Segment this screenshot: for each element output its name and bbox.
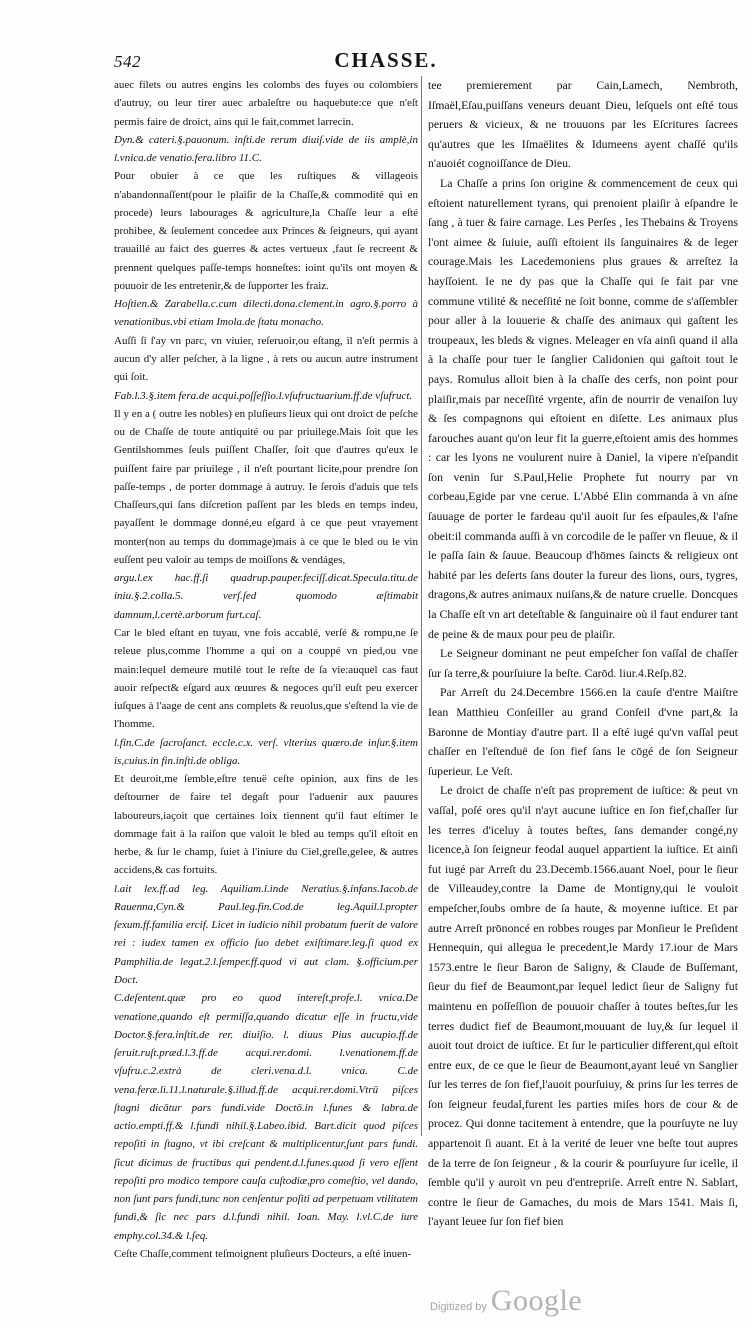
digitized-by-label: Digitized by [430, 1301, 487, 1313]
left-citation-5: l.fin.C.de ſacroſanct. eccle.c.x. verſ. vlterius quæro.de inſur.§.item is,cuius.in fin.inſti.de obliga. [114, 736, 418, 767]
left-citation-6: l.ait lex.ff.ad leg. Aquiliam.l.inde Neratius.§.infans.Iacob.de Rauenna,Cyn.& Paul.leg.fin.Cod.de leg.Aquil.l.propter ſexum.ff.familia ercif. Licet in iudicio nihil probatum fuerit de valore rei : iudex tamen ex officio ſuo debet exiſtimare.leg.ſi quod ex Pamphilia.de legat.2.l.ſemper.ff.quod vi aut clam. §.officium.per Doct. [114, 882, 418, 987]
left-text-2: Pour obuier à ce que les ruſtiques & villageois n'abandonnaſſent(pour le plaiſir de la Chaſſe,& commodité qui en procede) leurs labourages & agriculture,la Chaſſe leur a eſté prohibee, & ſeulement concedee aux Princes & ſeigneurs, qui ayant trauaillé au faict des guerres & actes vertueux ,faut ſe recreent & prennent quelques paſſe-temps honneſtes: ioint qu'ils ont moyen & pouuoir de les entretenir,& de ſupporter les fraiz. [114, 170, 418, 292]
running-head: CHASSE. [334, 48, 438, 72]
left-text-7: Ceſte Chaſſe,comment teſmoignent pluſieurs Docteurs, a eſté inuen- [114, 1248, 412, 1260]
left-citation-3: Fab.l.3.§.item fera.de acqui.poſſeſſio.l.vſufructuarium.ff.de vſufruct. [114, 389, 413, 402]
left-text-1: auec filets ou autres engins les colombs des fuyes ou colombiers d'autruy, ou leur tirer auec arbaleſtre ou haquebute:ce que n'eſt permis faire de droict, ains qui le fait,commet larrecin. [114, 79, 418, 128]
right-paragraph-arrest-1566: Par Arreſt du 24.Decembre 1566.en la cauſe d'entre Maiſtre Iean Matthieu Conſeiller au grand Conſeil d'vne part,& la Baronne de Montiay d'autre part. Il a eſté iugé qu'vn vaſſal peut chaſſer en l'eſtenduë de ſon fief ſans le cōgé de ſon Seigneur ſuperieur. Le Veſt. [428, 685, 738, 778]
right-text-1: tee premierement par Cain,Lamech, Nembroth, Iſmaël,Eſau,puiſſans veneurs deuant Dieu, leſquels ont eſté tous peruers & vicieux, & ne trouuons par les Eſcritures ſacrees qu'autres que les Iſmaëlites & Idumeens ayent chaſſé qu'ils n'auoiét cognoiſſance de Dieu. [428, 78, 738, 171]
left-column [114, 76, 418, 1263]
left-text-3: Auſſi ſi ſ'ay vn parc, vn viuier, reſeruoir,ou eſtang, il n'eſt permis à aucun d'y aller peſcher, à la ligne , à rets ou aucun autre instrument qui ſoit. [114, 334, 418, 384]
page-number: 542 [114, 52, 141, 71]
left-citation-2: Hoſtien.& Zarabella.c.cum dilecti.dona.clement.in agro.§.porro à venationibus.vbi etiam Imola.de ſtatu monacho. [114, 298, 418, 329]
left-citation-4: argu.l.ex hac.ff.ſi quadrup.pauper.feciſſ.dicat.Specula.titu.de iniu.§.2.colla.5. verſ.ſed quomodo æſtimabit damnum,l.certè.arborum furt.caſ. [114, 572, 418, 621]
left-citation-1: Dyn.& cateri.§.pauonum. inſti.de rerum diuiſ.vide de iis amplè,in l.vnica.de venatio.fera.libro 11.C. [114, 133, 418, 165]
left-text-5: Car le bled eſtant en tuyau, vne fois accablé, verſé & rompu,ne ſe releue plus,comme l'homme a qui on a couppé vn pied,ou vne main:lequel demeure mutilé tout le reſte de ſa vie:auquel cas faut auoir reſpect& eſgard aux œuures & negoces qu'il euſt peu exercer iuſques à l'aage de cent ans complets & reuolus,que s'eſtend la vie de l'homme. [114, 626, 418, 731]
right-paragraph-seigneur: Le Seigneur dominant ne peut empeſcher ſon vaſſal de chaſſer ſur ſa terre,& pourſuiure la beſte. Carōd. liur.4.Reſp.82. [428, 646, 738, 680]
column-divider [421, 76, 422, 1136]
right-paragraph-origin: La Chaſſe a prins ſon origine & commencement de ceux qui eſtoient naturellement tyrans, qui prenoient plaiſir à eſpandre le ſang , à tuer & faire carnage. Les Perſes , les Thebains & Troyens l'ont aimee & ſuiuie, auſſi eſtoient ils ſanguinaires & de leger courage.Mais les Lacedemoniens plus graues & arreſtez la hayſſoient. Ie ne dy pas que la Chaſſe qui ſe fait par vne commune vtilité & neceſſité ne ſoit bonne, comme de s'aſſembler pour aller à la louuerie & chaſſe des animaux qui gaſtent les troupeaux, les bleds & vignes. Meleager en vſa ainſi quand il alla à la chaſſe pour tuer le ſanglier Calidonien qui gaſtoit tout le pays. Romulus alloit bien à la chaſſe des cerfs, non point pour plaiſir,mais par neceſſité vrgente, afin de nourrir de venaiſon luy & ſes compagnons qui eſtoient en diſette. Les animaux plus farouches auant qu'on leur fit la guerre,eſtoient amis des hommes : car les lyons ne voulurent nuire à Daniel, la vipere n'eſpandit ſon venin ſur S.Paul,Helie Prophete fut nourry par vn corbeau,Egide par vne cerue. L'Abbé Elin commanda à vn aſne ſauuage de porter le fardeau qu'il auoit ſur ſes eſpaules,& l'aſne obeit:il commanda auſſi à vn corcodile de le paſſer vn fleuue, & il le paſſa ſain & ſauue. Beaucoup d'hōmes ſaincts & religieux ont habité par les deſerts ſans douter la fureur des lions, ours, tygres, dragons,& autres animaux nuiſans,& de nature cruelle. Doncques la Chaſſe eſt vn art deteſtable & ſanguinaire où il faut endurer tant de peine & de maux pour peu de plaiſir. [428, 175, 738, 641]
right-column [428, 76, 738, 1232]
left-text-6: Et deuroit,me ſemble,eſtre tenuë ceſte opinion, aux fins de les deſtourner de faire tel degaſt pour l'aduenir aux pauures laboureurs,iaçoit que certaines loix tiennent qu'il faut eſtimer le dommage fait à la raiſon que valoit le bled au temps qu'il eſtoit en herbe, & ſur le champ, ſuiet à l'iniure du Ciel,greſle,gelee, & autres accidens,& cas fortuits. [114, 773, 418, 877]
digitization-watermark [430, 1284, 582, 1318]
google-logo-text: Google [490, 1284, 583, 1317]
left-text-4: Il y en a ( outre les nobles) en pluſieurs lieux qui ont droict de peſche ou de Chaſſe de toute antiquité ou par priuilege.Mais ſoit que les Gentilshommes ſeuls puiſſent Chaſſer, ſoit que d'autres qu'eux le puiſſent faire par priuilege , il n'eſt pourtant licite,pour prendre ſon paſſe-temps , de porter dommage à autruy. Ie ſerois d'aduis que tels Chaſſeurs,qui ſans diſcretion paſſent par les bleds en temps indeu, payaſſent le dommage donné,eu eſgard à ce que peut vrayement monter(non au temps du dommage)mais à ce que le bled ou le vin euſſent peu valoir au temps de moiſſons & vendáges, [114, 407, 418, 566]
left-citation-7: C.deſentent.quæ pro eo quod intereſt,profe.l. vnica.De venatione,quando eſt permiſſa,quando dicatur eſſe in fructu,vide Doctor.§.fera.inſtit.de rer. diuiſio. l. diuus Pius aucupio.ff.de ſeruit.ruſt.præd.l.3.ff.de acqui.rer.domi. l.venationem.ff.de vſufru.c.2.extrà de cleri.vena.d.l. vnica. C.de vena.feræ.li.11.l.naturale.§.illud.ff.de acqui.rer.domi.Vtrū piſces ſtagni dicātur pars fundi.vide Doctō.in l.funes & labra.de actio.empti.ff.& l.fundi nihil.§.Labeo.ibid. Bart.dicit quod piſces repoſiti in ſtagno, vt ibi creſcant & multiplicentur,ſunt pars fundi. ſicut dicimus de fructibus qui pendent.d.l.funes.quod ſi vero eſſent repoſiti pro modico tempore cauſa cuſtodiæ,pro comeſtio, vel dando, non ſunt pars fundi,tunc non cenſentur poſiti ad perpetuam vtilitatem fundi,& ſic nec pars d.l.fundi nihil. Ioan. May. l.vl.C.de iure emphy.col.34.& l.ſeq. [114, 992, 418, 1242]
right-paragraph-droict-chasse: Le droict de chaſſe n'eſt pas proprement de iuſtice: & peut vn vaſſal, poſé ores qu'il n'ayt aucune iuſtice en ſon fief,chaſſer ſur les terres d'iceluy à toutes beſtes, ſans demander congé,ny licence,à ſon ſeigneur feodal auquel appartient la iuſtice. Et ainſi fut iugé par Arreſt du 23.Decemb.1566.auant Noel, pour le ſieur de Villeaudey,contre la Dame de Montigny,qui le vouloit empeſcher,ſoubs ombre de ſa haute, & moyenne iuſtice. Et par autre Arreſt prōnoncé en robbes rouges par Monſieur le Preſident Hennequin, qui allegua le precedent,le Mardy 17.iour de Mars 1573.entre le ſieur Baron de Saligny, & Claude de Buſſemant, ſieur du fief de Beaumont,par lequel ledict ſieur de Saligny fut maintenu en poſſeſſion de pouuoir chaſſer à toutes beſtes,ſur les terres dudict fief de Beaumont,mouuant de luy,& ſur lequel il auoit tout droict de iuſtice. Et ſur le particulier different,qui eſtoit entre eux, de ce que le ſieur de Beaumont,ayant leué vn Sanglier ſur les terres de ſon fief,l'auoit pourſuiuy, & prins ſur les terres de ſon ſeigneur feudal,furent les parties miſes hors de cour & de procez. Qui donne tacitement à entendre, que la pourſuyte ne luy appartenoit ſi auant. Et à la verité de leuer vne beſte tout aupres de la terre de ſon ſeigneur , & la courir & pourſuyure ſur icelle, il ſemble qu'il y auroit vn peu d'entrepriſe. Arreſt entre N. Sablart, contre le ſieur de Gamaches, du mois de Mars 1541. Mais ſi, l'ayant leuee ſur ſon fief bien [428, 783, 738, 1229]
